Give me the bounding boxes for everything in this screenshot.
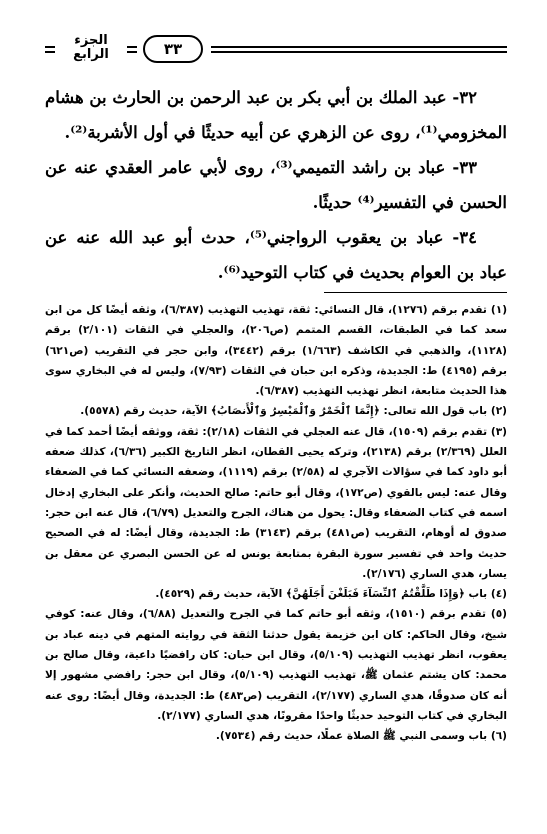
footnote-1: (١) تقدم برقم (١٢٧٦)، قال النسائي: ثقة، تهذيب التهذيب (٦/٣٨٧)، وثقه أيضًا كل من ابن سعد كما في الطبقات، القسم المتمم (ص٢٠٦)، والعجلي في الثقات (٢/١٠١) برقم (١١٢٨)، والذهبي في الكاشف (١/٦٦٣) برقم (٣٤٤٢)، وابن حجر في التقريب (ص٦٢١) برقم (٤١٩٥) ط: الجديدة، وذكره ابن حبان في الثقات (٧/٩٣)، وليس له في البخاري سوى هذا الحديث متابعة، انظر تهذيب التهذيب (٦/٣٨٧). — [45, 304, 508, 398]
entry-33: ٣٣- عباد بن راشد التميمي⁽³⁾، روى لأبي عامر العقدي عنه عن الحسن في التفسير⁽⁴⁾ حديثًا. — [45, 158, 507, 212]
footnote-5: (٥) تقدم برقم (١٥١٠)، وثقه أبو حاتم كما في الجرح والتعديل (٦/٨٨)، وقال عنه: كوفي شيخ، وقال الحاكم: كان ابن خزيمة يقول حدثنا الثقة في روايته المتهم في دينه عباد بن يعقوب، انظر تهذيب التهذيب (٥/١٠٩)، وقال ابن حبان: كان رافضيًا داعية، وقال صالح بن محمد: كان يشتم عثمان ﷺ، تهذيب التهذيب (٥/١٠٩)، وقال ابن حجر: رافضي مشهور إلا أنه كان صدوقًا، هدي الساري (٢/١٧٧)، التقريب (ص٤٨٣) ط: الجديدة، وقال أيضًا: روى عنه البخاري في كتاب التوحيد حديثًا واحدًا مقرونًا، هدي الساري (٢/١٧٧). — [45, 608, 508, 722]
header-rule-right-top — [211, 46, 507, 48]
footnote-2: (٢) باب قول الله تعالى: ﴿إِنَّمَا ٱلْخَمْرُ وَٱلْمَيْسِرُ وَٱلْأَنصَابُ﴾ الآية، حديث رقم (٥٥٧٨). — [80, 405, 507, 418]
footnote-3: (٣) تقدم برقم (١٥٠٩)، قال عنه العجلي في الثقات (٢/١٨): ثقة، ووثقه أيضًا أحمد كما في العلل (٢/٣٦٩) برقم (٢١٣٨)، وتركه يحيى القطان، انظر التاريخ الكبير (٦/٣٦)، كذلك ضعفه أبو داود كما في سؤالات الآجري له (٢/٥٨) برقم (١١١٩)، وضعفه النسائي كما في الضعفاء وقال عنه: ليس بالقوي (ص١٧٢)، وقال أبو حاتم: صالح الحديث، وأنكر على البخاري إدخال اسمه في كتاب الضعفاء وقال: يحول من هناك، الجرح والتعديل (٦/٧٩)، قال عنه ابن حجر: صدوق له أوهام، التقريب (ص٤٨١) برقم (٣١٤٣) ط: الجديدة، وقال أيضًا: له في الصحيح حديث واحد في تفسير سورة البقرة بمتابعة يونس له عن الحسن البصري عن معقل بن يسار، هدي الساري (٢/١٧٦). — [45, 425, 508, 580]
footnote-4: (٤) باب ﴿وَإِذَا طَلَّقْتُمُ ٱلنِّسَآءَ فَبَلَغْنَ أَجَلَهُنَّ﴾ الآية، حديث رقم (٤٥٢٩). — [155, 588, 507, 601]
main-text — [45, 80, 507, 290]
footnote-divider — [324, 292, 507, 293]
entry-34: ٣٤- عباد بن يعقوب الرواجني⁽⁵⁾، حدث أبو عبد الله عنه عن عباد بن العوام بحديث في كتاب التوحيد⁽⁶⁾. — [45, 228, 507, 282]
entry-32: ٣٢- عبد الملك بن أبي بكر بن عبد الرحمن بن الحارث بن هشام المخزومي⁽¹⁾، روى عن الزهري عن أبيه حديثًا في أول الأشربة⁽²⁾. — [45, 88, 507, 142]
footnotes — [45, 300, 507, 747]
page-number: ٣٣ — [143, 35, 203, 63]
page-header — [45, 34, 507, 68]
header-rule-right-bottom — [211, 51, 507, 53]
running-title: الجزء الرابع — [55, 34, 127, 62]
footnote-6: (٦) باب وسمى النبي ﷺ الصلاة عملًا، حديث رقم (٧٥٣٤). — [215, 730, 507, 743]
